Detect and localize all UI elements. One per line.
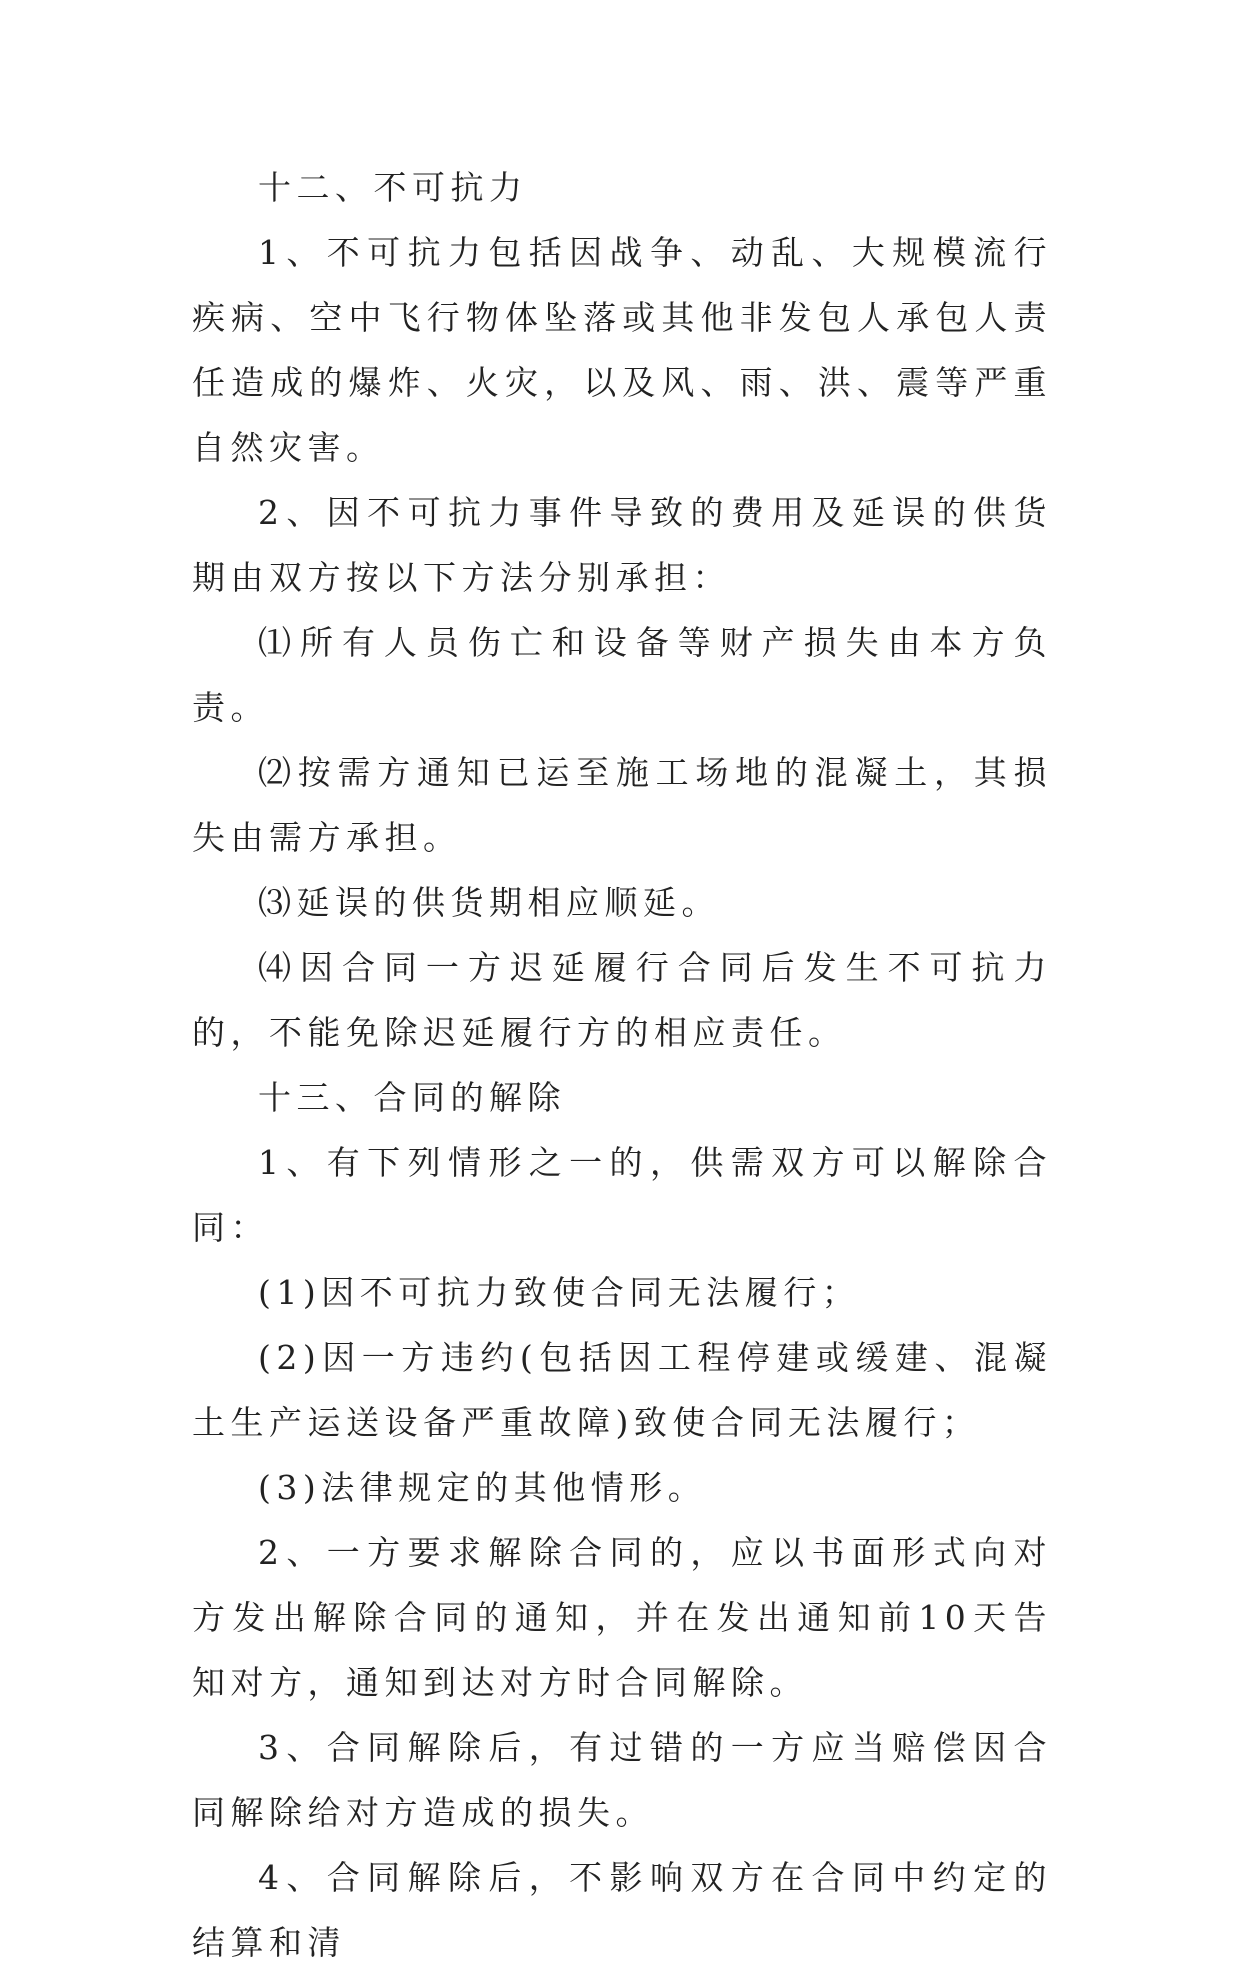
section-heading-force-majeure: 十二、不可抗力 <box>258 168 528 207</box>
paragraph: (2)因一方违约(包括因工程停建或缓建、混凝土生产运送设备严重故障)致使合同无法履行； <box>192 1338 1052 1442</box>
paragraph: 3、合同解除后，有过错的一方应当赔偿因合同解除给对方造成的损失。 <box>192 1728 1052 1832</box>
paragraph: 2、因不可抗力事件导致的费用及延误的供货期由双方按以下方法分别承担： <box>192 493 1052 597</box>
paragraph: 4、合同解除后，不影响双方在合同中约定的结算和清 <box>192 1858 1052 1962</box>
paragraph: (3)法律规定的其他情形。 <box>258 1468 707 1507</box>
section-heading-contract-termination: 十三、合同的解除 <box>258 1078 566 1117</box>
paragraph: (1)因不可抗力致使合同无法履行； <box>258 1273 861 1312</box>
paragraph: 2、一方要求解除合同的，应以书面形式向对方发出解除合同的通知，并在发出通知前10天告知对方，通知到达对方时合同解除。 <box>192 1533 1052 1702</box>
paragraph: ⑴所有人员伤亡和设备等财产损失由本方负责。 <box>192 623 1052 727</box>
paragraph: ⑵按需方通知已运至施工场地的混凝土，其损失由需方承担。 <box>192 753 1052 857</box>
paragraph: ⑶延误的供货期相应顺延。 <box>258 883 720 922</box>
paragraph: ⑷因合同一方迟延履行合同后发生不可抗力的，不能免除迟延履行方的相应责任。 <box>192 948 1052 1052</box>
paragraph: 1、不可抗力包括因战争、动乱、大规模流行疾病、空中飞行物体坠落或其他非发包人承包人责任造成的爆炸、火灾，以及风、雨、洪、震等严重自然灾害。 <box>192 233 1052 467</box>
paragraph: 1、有下列情形之一的，供需双方可以解除合同： <box>192 1143 1052 1247</box>
document-body <box>192 155 1052 1975</box>
